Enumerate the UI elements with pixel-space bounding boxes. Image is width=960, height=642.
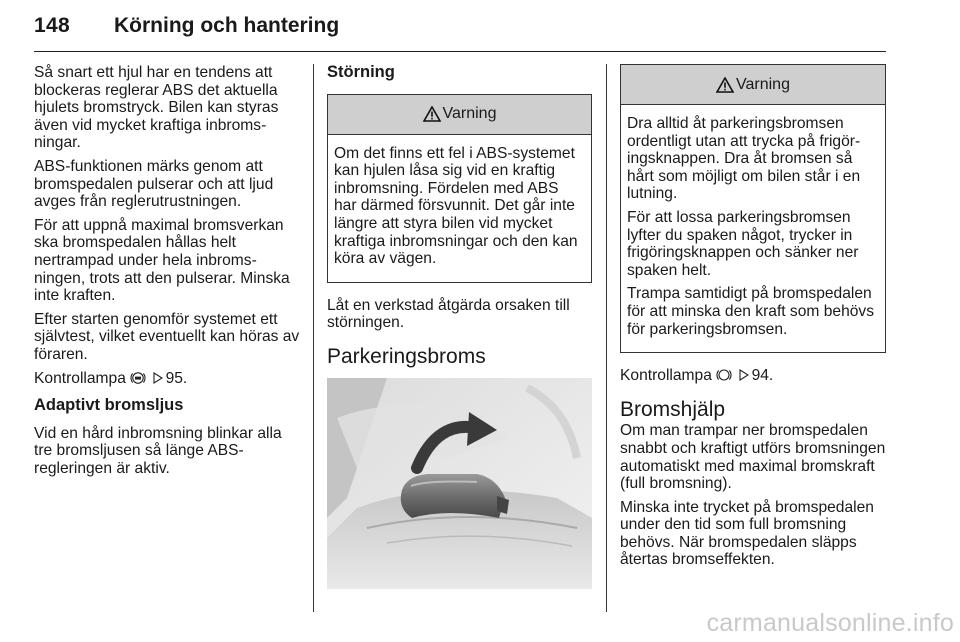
page-header xyxy=(34,12,886,52)
column-3 xyxy=(620,64,886,575)
warning-header xyxy=(621,65,885,105)
warning-text: Trampa samtidigt på bromspedalen för att minska den kraft som behövs för parkeringsbromsen. xyxy=(627,285,875,338)
paragraph: För att uppnå maximal bromsverkan ska bromspedalen hållas helt nertrampad under hela inbromsningen, trots att den pulserar. Minska inte kraften. xyxy=(34,216,290,305)
warning-text: Om det finns ett fel i ABS-systemet kan hjulen låsa sig vid en kraftig inbromsning. Fördelen med ABS har därmed försvunnit. Det går inte längre att styra bilen vid mycket kraftiga inbromsningar och den kan köra av vägen. xyxy=(334,144,578,268)
parking-brake-photo xyxy=(327,378,592,589)
column-divider xyxy=(313,64,314,612)
reference-arrow-icon xyxy=(153,372,163,384)
paragraph: Minska inte trycket på bromspedalen under den tid som full bromsning behövs. När bromspedalen släpps återtas bromseffekten. xyxy=(620,498,874,569)
paragraph-brake-lamp: Kontrollampa 94. xyxy=(620,367,774,385)
warning-triangle-icon xyxy=(716,77,734,93)
warning-box xyxy=(327,94,592,283)
paragraph: ABS-funktionen märks genom att bromspedalen pulserar och att ljud avges från reglerutrustningen. xyxy=(34,157,274,211)
paragraph: Efter starten genomför systemet ett självtest, vilket eventuellt kan höras av föraren. xyxy=(34,310,300,363)
paragraph: Låt en verkstad åtgärda orsaken till störningen. xyxy=(327,296,570,332)
watermark: carmanualsonline.info xyxy=(706,609,954,637)
warning-header xyxy=(328,95,591,135)
column-1 xyxy=(34,64,302,483)
parking-brake-illustration xyxy=(327,378,592,589)
column-divider xyxy=(606,64,607,612)
section-heading-large: Bromshjälp xyxy=(620,397,726,421)
paragraph: Om man trampar ner bromspedalen snabbt och kraftigt utförs bromsningen automatiskt med maximal bromskraft (full bromsning). xyxy=(620,422,886,493)
warning-text: Dra alltid åt parkeringsbromsen ordentligt utan att trycka på frigöringsknappen. Dra åt bromsen så hårt som möjligt om bilen står i en lutning. xyxy=(627,115,861,203)
section-heading: Adaptivt bromsljus xyxy=(34,396,184,415)
warning-text: För att lossa parkeringsbromsen lyfter du spaken något, trycker in frigöringsknappen och sänker ner spaken helt. xyxy=(627,208,859,279)
section-heading-large: Parkeringsbroms xyxy=(327,344,486,368)
chapter-title: Körning och hantering xyxy=(114,14,340,37)
page-number: 148 xyxy=(34,14,70,37)
section-heading: Störning xyxy=(327,63,395,81)
warning-triangle-icon xyxy=(423,106,441,122)
warning-title: Varning xyxy=(442,105,497,123)
paragraph: Så snart ett hjul har en tendens att blockeras reglerar ABS det aktuella hjulets bromstryck. Bilen kan styras även vid mycket kraftiga inbromsningar. xyxy=(34,64,279,152)
warning-title: Varning xyxy=(736,75,790,93)
paragraph: Vid en hård inbromsning blinkar alla tre bromsljusen så länge ABS-regleringen är aktiv. xyxy=(34,424,282,477)
abs-warning-icon xyxy=(130,370,146,386)
reference-arrow-icon xyxy=(739,369,749,381)
warning-body xyxy=(621,105,885,352)
column-2 xyxy=(327,64,592,589)
warning-body xyxy=(328,135,591,282)
paragraph-abs-lamp: Kontrollampa 95. xyxy=(34,369,188,387)
warning-box xyxy=(620,64,886,353)
brake-warning-icon xyxy=(716,367,732,383)
